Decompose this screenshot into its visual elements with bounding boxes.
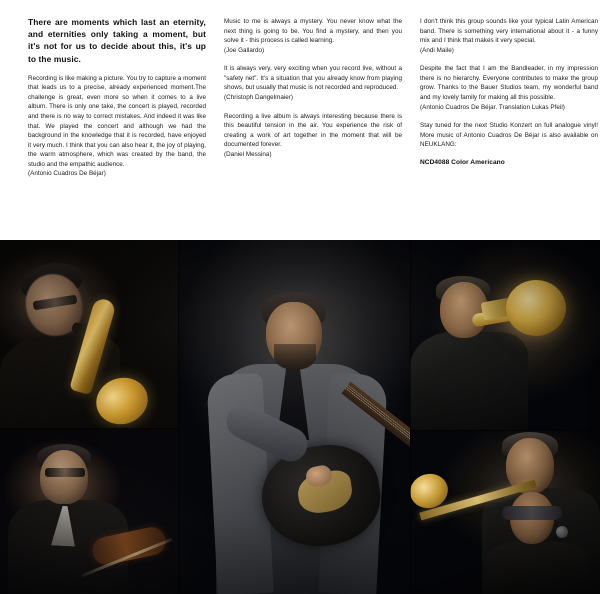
paragraph-text: Despite the fact that I am the Bandleader, in my impression there is no hierarchy. Everyone contributes to make the group grow. Thanks to the Bauer Studios team, my wonderful band and my lovely family for making all this possible. — [420, 65, 598, 101]
paragraph-text: Stay tuned for the next Studio Konzert on full analogue vinyl! More music of Antonio Cuadros De Béjar is also available on NEUKLANG: — [420, 122, 598, 149]
paragraph-attribution: (Daniel Messina) — [224, 150, 272, 158]
paragraph — [224, 112, 402, 160]
paragraph-attribution: (Christoph Dangelmaier) — [224, 93, 294, 101]
paragraph-attribution: (Antonio Cuadros De Béjar. Translation Lukas Pfeil) — [420, 103, 565, 111]
paragraph-text: I don't think this group sounds like your typical Latin American band. There is something very international about it - a funny mix and I think that makes it very special. — [420, 18, 598, 45]
panel-divider — [178, 240, 179, 594]
trumpeter-head — [440, 282, 488, 338]
photo-violinist — [0, 428, 178, 594]
paragraph — [224, 17, 402, 55]
text-column-1 — [28, 16, 206, 240]
panel-divider — [0, 428, 178, 429]
photo-guitarist — [178, 240, 410, 594]
paragraph-text: Recording is like making a picture. You try to capture a moment that leads us to a precise, already experienced moment.The challenge is great, even more so when it comes to a live album. There is only one take, the concert is played, recorded and there is no way to correct mistakes. And indeed it was like that. We played the concert and although we had the background in the knowledge that it is recorded, have enjoyed it very much. I think that you can also hear it, the joy of playing, the warm atmosphere, which was created by the band, the studio and the empathic audience. — [28, 74, 206, 168]
glasses-icon — [45, 468, 85, 477]
photo-trombonist — [410, 430, 600, 594]
paragraph-attribution: (Joe Gallardo) — [224, 46, 265, 54]
photo-trumpeter — [410, 240, 600, 430]
panel-divider — [410, 240, 411, 594]
photo-montage — [0, 240, 600, 594]
release-code: NCD4088 Color Americano — [420, 158, 505, 166]
paragraph-text: It is always very, very exciting when you record live, without a "safety net". It's a situation that you already know from playing shows, but usually that music is not recorded and reproduced. — [224, 65, 402, 92]
trombonist-torso — [482, 488, 600, 594]
paragraph-attribution: (Antonio Cuadros De Béjar) — [28, 170, 106, 178]
paragraph — [224, 64, 402, 102]
paragraph-text: Recording a live album is always interesting because there is this beautiful tension in the air. You experience the risk of creating a work of art together in the moment that will be documented forever. — [224, 112, 402, 149]
paragraph — [28, 74, 206, 179]
guitarist-beard — [274, 344, 316, 370]
paragraph — [420, 17, 598, 55]
photo-saxophonist — [0, 240, 178, 428]
trumpet-bell — [506, 280, 566, 336]
violinist-head — [40, 450, 88, 504]
paragraph — [420, 64, 598, 112]
lead-paragraph: There are moments which last an eternity, and eternities only taking a moment, but it's not for us to decide about this, it's up to the music. — [28, 17, 206, 64]
text-column-2 — [224, 16, 402, 240]
panel-divider — [410, 430, 600, 431]
paragraph-attribution: (Andi Maile) — [420, 46, 454, 54]
liner-notes-text — [0, 0, 600, 240]
trumpeter-torso — [410, 332, 528, 430]
text-column-3 — [420, 16, 598, 240]
paragraph-text: Music to me is always a mystery. You never know what the next thing is going to be. You find a mystery, and then you solve it - this process is called learning. — [224, 18, 402, 45]
paragraph — [420, 121, 598, 150]
